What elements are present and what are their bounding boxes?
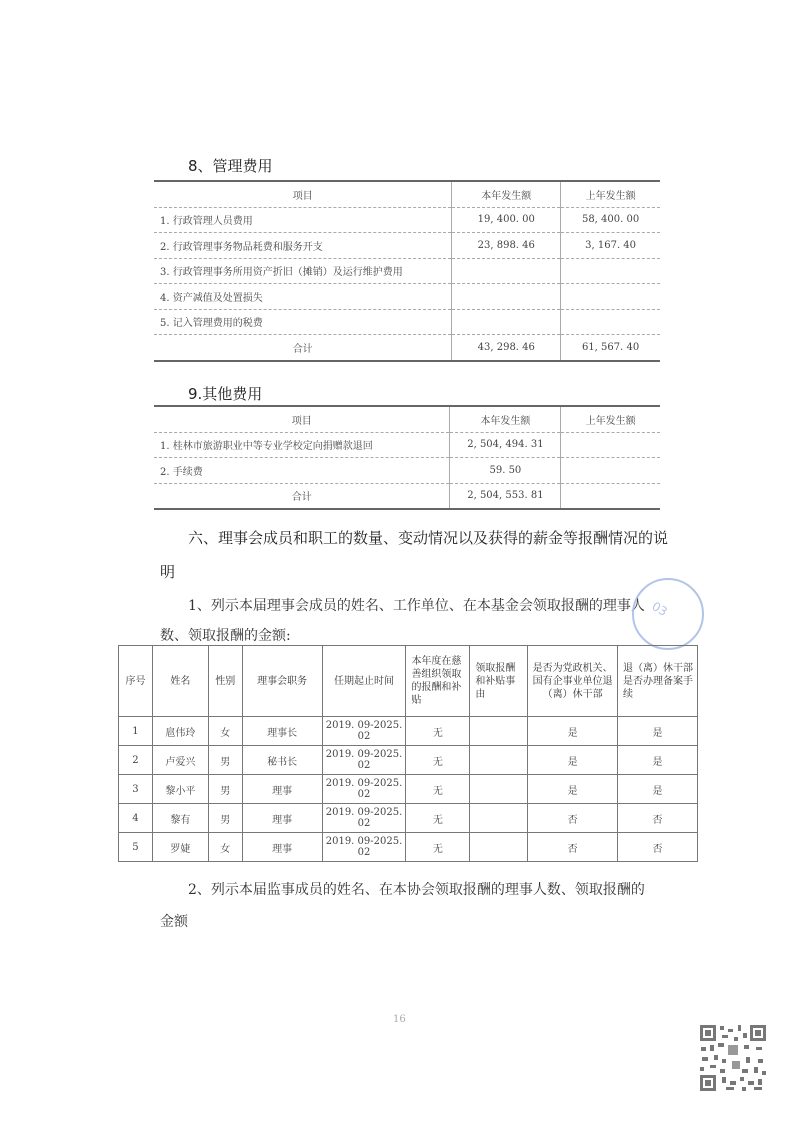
paragraph-1-cont: 数、领取报酬的金额: [160, 628, 291, 644]
admin-expense-table [154, 180, 660, 362]
header-retired: 是否为党政机关、国有企事业单位退（离）休干部 [528, 646, 618, 717]
header-previous: 上年发生额 [561, 181, 660, 207]
row-current: 23, 898. 46 [452, 233, 561, 259]
cell-gender: 女 [208, 833, 242, 862]
total-row [154, 483, 660, 509]
qr-code-icon [698, 1023, 768, 1093]
cell-retired: 是 [528, 717, 618, 746]
row-item: 1. 桂林市旅游职业中等专业学校定向捐赠款退回 [154, 432, 450, 458]
cell-reason [470, 717, 528, 746]
official-seal [632, 578, 704, 650]
row-item: 3. 行政管理事务所用资产折旧（摊销）及运行维护费用 [154, 258, 452, 284]
cell-reason [470, 804, 528, 833]
cell-role: 理事 [242, 775, 322, 804]
table-row [154, 258, 660, 284]
row-previous: 58, 400. 00 [561, 207, 660, 233]
row-item: 2. 手续费 [154, 458, 450, 484]
cell-role: 理事 [242, 804, 322, 833]
total-label: 合计 [291, 492, 312, 504]
cell-filed: 是 [618, 717, 698, 746]
cell-retired: 否 [528, 833, 618, 862]
cell-filed: 否 [618, 804, 698, 833]
cell-gender: 女 [208, 717, 242, 746]
cell-term: 2019. 09-2025. 02 [322, 717, 406, 746]
cell-reason [470, 775, 528, 804]
total-row [154, 335, 660, 361]
cell-pay: 无 [406, 804, 470, 833]
row-current [452, 309, 561, 335]
board-members-table [118, 645, 698, 862]
table-row [154, 432, 660, 458]
cell-term: 2019. 09-2025. 02 [322, 775, 406, 804]
cell-role: 理事 [242, 833, 322, 862]
section-8-title: 8、管理费用 [188, 157, 273, 175]
row-previous [561, 284, 660, 310]
paragraph-2-cont: 金额 [160, 914, 188, 930]
cell-retired: 是 [528, 775, 618, 804]
header-name: 姓名 [152, 646, 208, 717]
cell-reason [470, 833, 528, 862]
row-current: 19, 400. 00 [452, 207, 561, 233]
cell-gender: 男 [208, 746, 242, 775]
cell-term: 2019. 09-2025. 02 [322, 804, 406, 833]
row-previous [561, 309, 660, 335]
total-current: 2, 504, 553. 81 [450, 483, 561, 509]
table-header-row [154, 181, 660, 207]
cell-pay: 无 [406, 775, 470, 804]
header-previous: 上年发生额 [561, 406, 660, 432]
cell-name: 罗婕 [152, 833, 208, 862]
row-previous [561, 458, 660, 484]
table-row [119, 717, 698, 746]
seal-text: 03 [649, 599, 670, 619]
table-row [154, 207, 660, 233]
row-current: 59. 50 [450, 458, 561, 484]
cell-name: 黎有 [152, 804, 208, 833]
header-pay: 本年度在慈善组织领取的报酬和补贴 [406, 646, 470, 717]
row-previous [561, 258, 660, 284]
header-filed: 退（离）休干部是否办理备案手续 [618, 646, 698, 717]
page-number: 16 [393, 1014, 406, 1025]
cell-no: 5 [119, 833, 153, 862]
total-current: 43, 298. 46 [452, 335, 561, 361]
header-gender: 性别 [208, 646, 242, 717]
header-role: 理事会职务 [242, 646, 322, 717]
row-item: 4. 资产减值及处置损失 [154, 284, 452, 310]
cell-no: 4 [119, 804, 153, 833]
table-row [119, 804, 698, 833]
cell-retired: 是 [528, 746, 618, 775]
header-current: 本年发生额 [452, 181, 561, 207]
table-header-row [119, 646, 698, 717]
table-row [154, 284, 660, 310]
row-current: 2, 504, 494. 31 [450, 432, 561, 458]
paragraph-1: 1、列示本届理事会成员的姓名、工作单位、在本基金会领取报酬的理事人 [188, 598, 645, 614]
paragraph-2: 2、列示本届监事成员的姓名、在本协会领取报酬的理事人数、领取报酬的 [188, 882, 645, 898]
table-row [119, 833, 698, 862]
table-row [119, 746, 698, 775]
header-no: 序号 [119, 646, 153, 717]
cell-pay: 无 [406, 746, 470, 775]
table-row [119, 775, 698, 804]
cell-pay: 无 [406, 717, 470, 746]
row-current [452, 258, 561, 284]
row-current [452, 284, 561, 310]
cell-pay: 无 [406, 833, 470, 862]
cell-no: 3 [119, 775, 153, 804]
cell-role: 理事长 [242, 717, 322, 746]
table-row [154, 458, 660, 484]
row-item: 2. 行政管理事务物品耗费和服务开支 [154, 233, 452, 259]
cell-term: 2019. 09-2025. 02 [322, 833, 406, 862]
section-6-heading-cont: 明 [160, 563, 176, 581]
header-item: 项目 [154, 406, 450, 432]
header-reason: 领取报酬和补贴事由 [470, 646, 528, 717]
cell-filed: 否 [618, 833, 698, 862]
table-header-row [154, 406, 660, 432]
row-item: 5. 记入管理费用的税费 [154, 309, 452, 335]
other-expense-table [154, 405, 660, 510]
cell-filed: 是 [618, 775, 698, 804]
row-item: 1. 行政管理人员费用 [154, 207, 452, 233]
total-previous: 61, 567. 40 [561, 335, 660, 361]
section-6-heading: 六、理事会成员和职工的数量、变动情况以及获得的薪金等报酬情况的说 [188, 529, 669, 547]
cell-no: 2 [119, 746, 153, 775]
cell-term: 2019. 09-2025. 02 [322, 746, 406, 775]
header-item: 项目 [154, 181, 452, 207]
row-previous: 3, 167. 40 [561, 233, 660, 259]
header-term: 任期起止时间 [322, 646, 406, 717]
cell-name: 黎小平 [152, 775, 208, 804]
cell-gender: 男 [208, 804, 242, 833]
cell-no: 1 [119, 717, 153, 746]
total-label: 合计 [292, 343, 313, 355]
cell-role: 秘书长 [242, 746, 322, 775]
header-current: 本年发生额 [450, 406, 561, 432]
cell-name: 卢爱兴 [152, 746, 208, 775]
cell-filed: 是 [618, 746, 698, 775]
cell-name: 扈伟玲 [152, 717, 208, 746]
cell-gender: 男 [208, 775, 242, 804]
cell-retired: 否 [528, 804, 618, 833]
table-row [154, 233, 660, 259]
total-previous [561, 483, 660, 509]
cell-reason [470, 746, 528, 775]
table-row [154, 309, 660, 335]
section-9-title: 9.其他费用 [188, 385, 263, 403]
row-previous [561, 432, 660, 458]
